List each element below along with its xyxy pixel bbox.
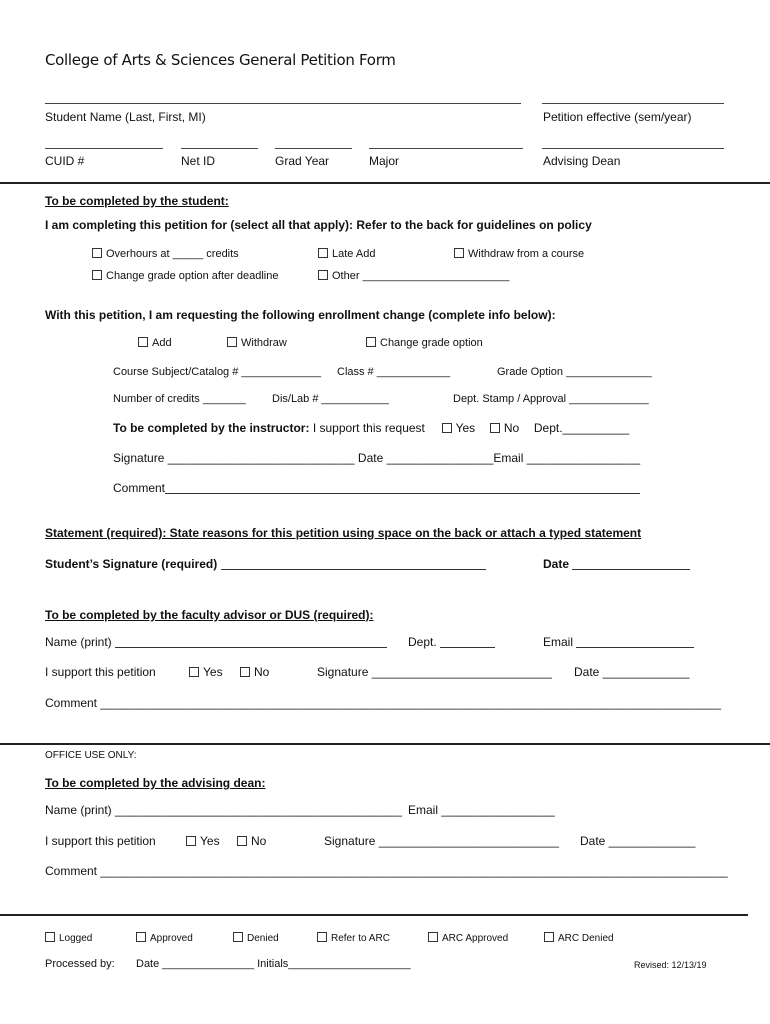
checkbox-icon[interactable]: [186, 836, 196, 846]
checkbox-icon[interactable]: [227, 337, 237, 347]
office-use-label: OFFICE USE ONLY:: [45, 750, 137, 761]
checkbox-icon[interactable]: [544, 932, 554, 942]
processed-by-label: Processed by:: [45, 958, 115, 970]
number-of-credits-field[interactable]: Number of credits _______: [113, 393, 246, 405]
cuid-field[interactable]: [45, 148, 163, 149]
checkbox-icon[interactable]: [45, 932, 55, 942]
dean-heading: To be completed by the advising dean:: [45, 776, 266, 790]
comment-underline[interactable]: [165, 493, 640, 494]
net-id-label: Net ID: [181, 154, 216, 168]
checkbox-icon[interactable]: [318, 270, 328, 280]
checkbox-icon[interactable]: [317, 932, 327, 942]
dept-stamp-field[interactable]: Dept. Stamp / Approval _____________: [453, 393, 649, 405]
instructor-signature-line[interactable]: Signature ____________________________ Date ________________Email _________________: [113, 451, 641, 465]
footer-approved[interactable]: Approved: [136, 932, 193, 944]
enroll-option-withdraw[interactable]: Withdraw: [227, 337, 287, 349]
advisor-signature-field[interactable]: Signature ___________________________: [317, 665, 552, 679]
grad-year-label: Grad Year: [275, 154, 330, 168]
enrollment-heading: With this petition, I am requesting the following enrollment change (complete info below):: [45, 308, 556, 322]
advising-dean-field[interactable]: [542, 148, 724, 149]
instructor-comment[interactable]: Comment: [113, 481, 640, 495]
dean-email-field[interactable]: Email _________________: [408, 803, 555, 817]
major-field[interactable]: [369, 148, 523, 149]
dean-yes-option[interactable]: Yes: [186, 834, 220, 848]
checkbox-icon[interactable]: [189, 667, 199, 677]
petition-effective-field[interactable]: [542, 103, 724, 104]
advisor-heading: To be completed by the faculty advisor or DUS (required):: [45, 608, 374, 622]
checkbox-icon[interactable]: [138, 337, 148, 347]
option-change-grade[interactable]: Change grade option after deadline: [92, 270, 278, 282]
checkbox-icon[interactable]: [240, 667, 250, 677]
checkbox-icon[interactable]: [92, 248, 102, 258]
dean-no-option[interactable]: No: [237, 834, 266, 848]
advising-dean-label: Advising Dean: [543, 154, 621, 168]
advisor-email-field[interactable]: [576, 647, 694, 648]
section-divider: [0, 182, 770, 184]
grad-year-field[interactable]: [275, 148, 352, 149]
office-divider: [0, 743, 770, 745]
footer-arc-approved[interactable]: ARC Approved: [428, 932, 508, 944]
student-name-label: Student Name (Last, First, MI): [45, 110, 206, 124]
advisor-date-field[interactable]: Date _____________: [574, 665, 690, 679]
checkbox-icon[interactable]: [318, 248, 328, 258]
enroll-option-change-grade[interactable]: Change grade option: [366, 337, 483, 349]
option-withdraw-course[interactable]: Withdraw from a course: [454, 248, 584, 260]
checkbox-icon[interactable]: [237, 836, 247, 846]
advisor-no-option[interactable]: No: [240, 665, 269, 679]
checkbox-icon[interactable]: [366, 337, 376, 347]
checkbox-icon[interactable]: [92, 270, 102, 280]
footer-denied[interactable]: Denied: [233, 932, 279, 944]
petition-effective-label: Petition effective (sem/year): [543, 110, 692, 124]
page-title: College of Arts & Sciences General Petition Form: [45, 51, 396, 69]
checkbox-icon[interactable]: [428, 932, 438, 942]
footer-divider: [0, 914, 748, 916]
footer-logged[interactable]: Logged: [45, 932, 92, 944]
footer-arc-denied[interactable]: ARC Denied: [544, 932, 614, 944]
advisor-name-row: Name (print): [45, 635, 387, 649]
class-number-field[interactable]: Class # ____________: [337, 366, 451, 378]
option-other[interactable]: Other ________________________: [318, 270, 509, 282]
dean-name-field[interactable]: Name (print) ___________________________________________: [45, 803, 402, 817]
advisor-yes-option[interactable]: Yes: [189, 665, 223, 679]
instructor-row: To be completed by the instructor: I support this request Yes No Dept.__________: [113, 421, 630, 435]
student-section-instruction: I am completing this petition for (select all that apply): Refer to the back for guidelines on policy: [45, 218, 592, 232]
enroll-option-add[interactable]: Add: [138, 337, 172, 349]
advisor-support-label: I support this petition: [45, 665, 156, 679]
dis-lab-field[interactable]: Dis/Lab # ___________: [272, 393, 389, 405]
checkbox-icon[interactable]: [454, 248, 464, 258]
revised-date: Revised: 12/13/19: [634, 960, 707, 970]
grade-option-field[interactable]: Grade Option ______________: [497, 366, 652, 378]
course-subject-field[interactable]: Course Subject/Catalog # _____________: [113, 366, 321, 378]
instructor-dept-field[interactable]: Dept.__________: [533, 421, 630, 435]
cuid-label: CUID #: [45, 154, 85, 168]
student-signature-row: Student’s Signature (required): [45, 557, 486, 571]
instructor-no-checkbox[interactable]: [490, 423, 500, 433]
instructor-yes-checkbox[interactable]: [442, 423, 452, 433]
advisor-comment-field[interactable]: Comment _____________________________________________________________________________________________: [45, 696, 722, 710]
processed-date-initials-field[interactable]: Date _______________ Initials____________________: [136, 958, 411, 970]
option-overhours[interactable]: Overhours at _____ credits: [92, 248, 239, 260]
student-signature-field[interactable]: [221, 569, 486, 570]
dean-date-field[interactable]: Date _____________: [580, 834, 696, 848]
advisor-dept-field[interactable]: [440, 647, 495, 648]
footer-refer-arc[interactable]: Refer to ARC: [317, 932, 390, 944]
advisor-email-row: Email: [543, 635, 694, 649]
dean-comment-field[interactable]: Comment ______________________________________________________________________________________________: [45, 864, 728, 878]
checkbox-icon[interactable]: [136, 932, 146, 942]
checkbox-icon[interactable]: [233, 932, 243, 942]
option-late-add[interactable]: Late Add: [318, 248, 375, 260]
student-name-field[interactable]: [45, 103, 521, 104]
dean-signature-field[interactable]: Signature ___________________________: [324, 834, 559, 848]
statement-heading: Statement (required): State reasons for this petition using space on the back or attach a typed statement: [45, 526, 642, 540]
net-id-field[interactable]: [181, 148, 258, 149]
major-label: Major: [369, 154, 400, 168]
instructor-heading: To be completed by the instructor:: [113, 421, 310, 435]
advisor-dept-row: Dept.: [408, 635, 495, 649]
student-date-field[interactable]: [572, 569, 690, 570]
instructor-support-text: I support this request: [312, 421, 425, 435]
dean-support-label: I support this petition: [45, 834, 156, 848]
advisor-name-field[interactable]: [115, 647, 387, 648]
student-date-row: Date: [543, 557, 690, 571]
student-section-heading: To be completed by the student:: [45, 194, 229, 208]
